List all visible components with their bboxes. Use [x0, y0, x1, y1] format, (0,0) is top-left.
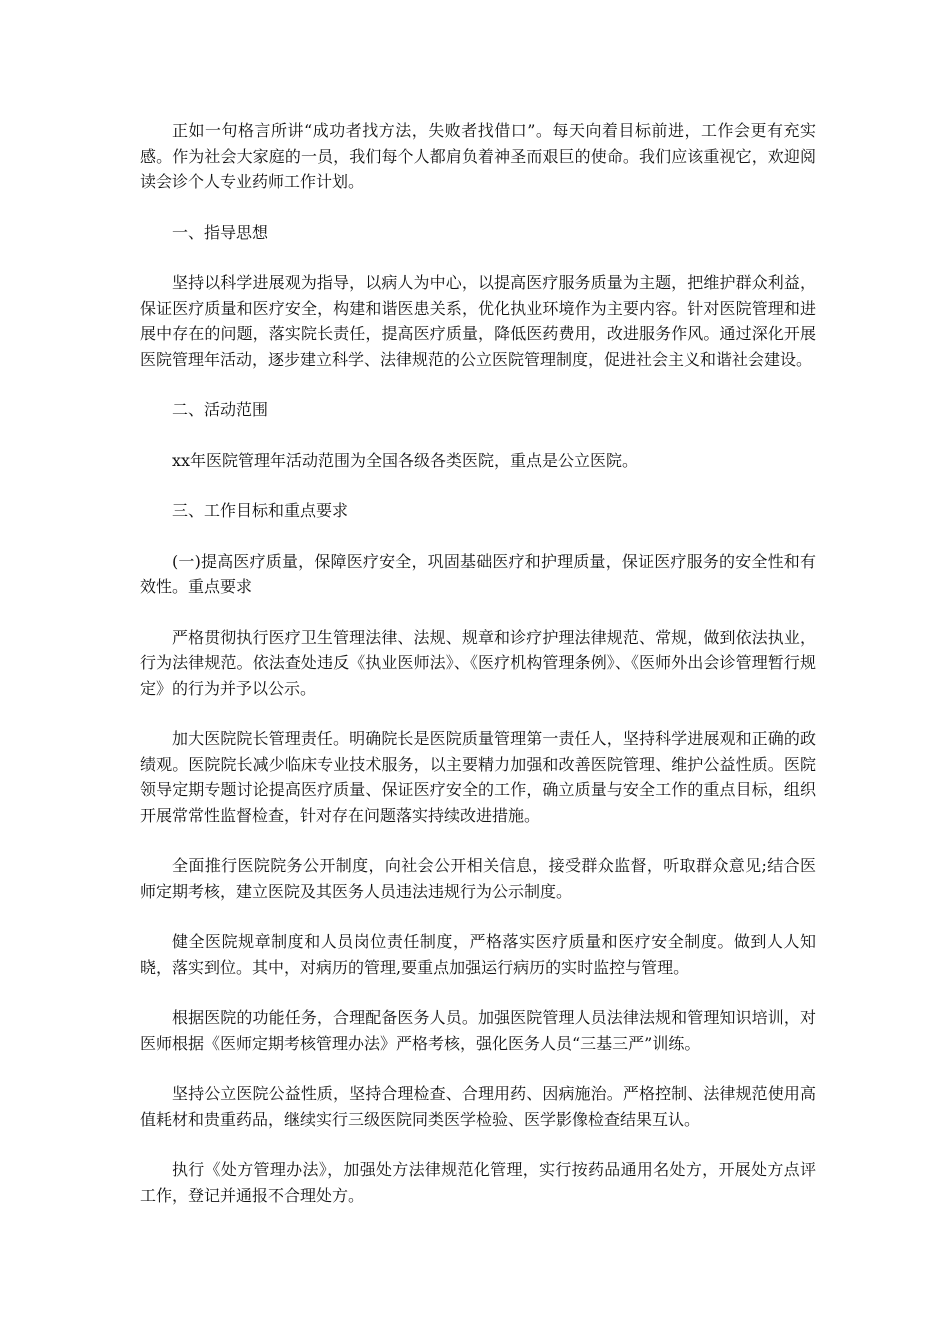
section-3-heading: 三、工作目标和重点要求: [172, 501, 349, 520]
section-1-paragraph: 坚持以科学进展观为指导，以病人为中心，以提高医疗服务质量为主题，把维护群众利益，保证医疗质量和医疗安全，构建和谐医患关系，优化执业环境作为主要内容。针对医院管理和进展中存在的问题，落实院长责任，提高医疗质量，降低医药费用，改进服务作风。通过深化开展医院管理年活动，逐步建立科学、法律规范的公立医院管理制度，促进社会主义和谐社会建设。: [140, 273, 816, 369]
requirement-paragraph-7: 执行《处方管理办法》，加强处方法律规范化管理，实行按药品通用名处方，开展处方点评工作，登记并通报不合理处方。: [140, 1160, 816, 1205]
document-page: [140, 118, 816, 1233]
requirement-paragraph-2: 加大医院院长管理责任。明确院长是医院质量管理第一责任人，坚持科学进展观和正确的政绩观。医院院长减少临床专业技术服务，以主要精力加强和改善医院管理、维护公益性质。医院领导定期专题讨论提高医疗质量、保证医疗安全的工作，确立质量与安全工作的重点目标，组织开展常常性监督检查，针对存在问题落实持续改进措施。: [140, 729, 816, 825]
requirement-paragraph-6: 坚持公立医院公益性质，坚持合理检查、合理用药、因病施治。严格控制、法律规范使用高值耗材和贵重药品，继续实行三级医院同类医学检验、医学影像检查结果互认。: [140, 1084, 816, 1129]
requirement-paragraph-4: 健全医院规章制度和人员岗位责任制度，严格落实医疗质量和医疗安全制度。做到人人知晓，落实到位。其中，对病历的管理,要重点加强运行病历的实时监控与管理。: [140, 932, 816, 977]
section-2-heading: 二、活动范围: [172, 400, 269, 419]
requirement-paragraph-5: 根据医院的功能任务，合理配备医务人员。加强医院管理人员法律法规和管理知识培训，对医师根据《医师定期考核管理办法》严格考核，强化医务人员“三基三严”训练。: [140, 1008, 816, 1053]
requirement-paragraph-3: 全面推行医院院务公开制度，向社会公开相关信息，接受群众监督，听取群众意见;结合医师定期考核，建立医院及其医务人员违法违规行为公示制度。: [140, 856, 816, 901]
section-1-heading: 一、指导思想: [172, 222, 269, 242]
section-2-paragraph: xx年医院管理年活动范围为全国各级各类医院，重点是公立医院。: [172, 450, 639, 470]
intro-paragraph: 正如一句格言所讲“成功者找方法，失败者找借口”。每天向着目标前进，工作会更有充实感。作为社会大家庭的一员，我们每个人都肩负着神圣而艰巨的使命。我们应该重视它，欢迎阅读会诊个人专业药师工作计划。: [140, 121, 816, 191]
section-3-subheading: (一)提高医疗质量，保障医疗安全，巩固基础医疗和护理质量，保证医疗服务的安全性和有效性。重点要求: [140, 551, 816, 596]
requirement-paragraph-1: 严格贯彻执行医疗卫生管理法律、法规、规章和诊疗护理法律规范、常规，做到依法执业，行为法律规范。依法查处违反《执业医师法》、《医疗机构管理条例》、《医师外出会诊管理暂行规定》的行为并予以公示。: [140, 627, 816, 698]
